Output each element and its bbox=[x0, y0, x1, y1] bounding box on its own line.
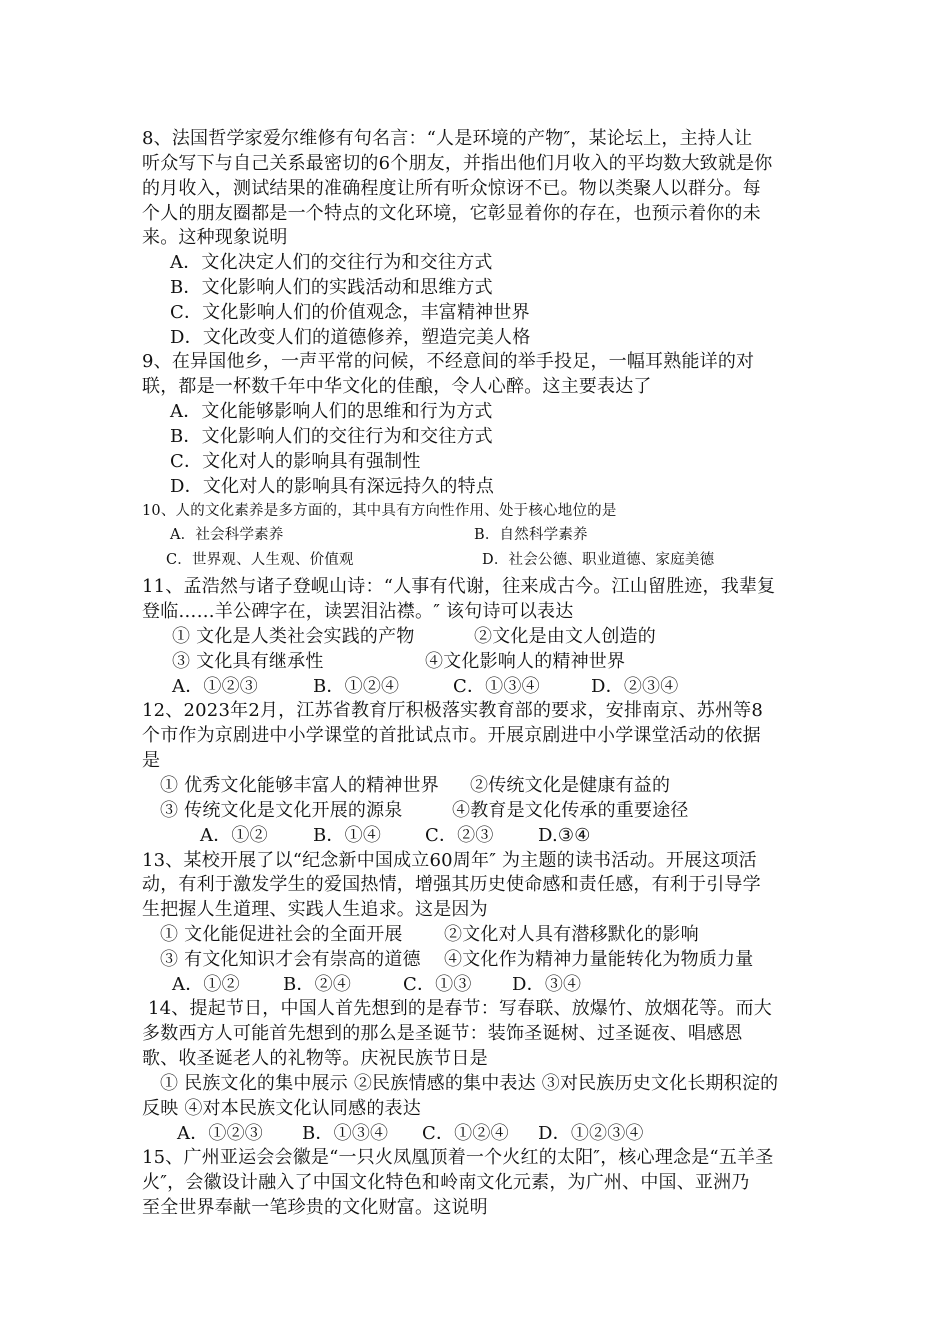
statement: ① 优秀文化能够丰富人的精神世界 bbox=[160, 775, 439, 796]
answer-option: D．①②③④ bbox=[538, 1123, 644, 1144]
question-stem-line: 听众写下与自己关系最密切的6个朋友，并指出他们月收入的平均数大致就是你 bbox=[142, 153, 773, 174]
question-stem-line: 多数西方人可能首先想到的那么是圣诞节：装饰圣诞树、过圣诞夜、唱感恩 bbox=[142, 1023, 743, 1044]
question-stem-line: 动，有利于激发学生的爱国热情，增强其历史使命感和责任感，有利于引导学 bbox=[142, 874, 761, 895]
statement: 反映 ④对本民族文化认同感的表达 bbox=[142, 1098, 421, 1119]
answer-option: A．文化能够影响人们的思维和行为方式 bbox=[170, 401, 493, 422]
statement: ②文化对人具有潜移默化的影响 bbox=[444, 924, 699, 945]
question-stem-line: 个人的朋友圈都是一个特点的文化环境，它彰显着你的存在，也预示着你的未 bbox=[142, 203, 761, 224]
answer-option: A．①②③ bbox=[172, 676, 258, 697]
answer-option: D.③④ bbox=[538, 825, 591, 846]
question-stem-line: 9、在异国他乡，一声平常的问候，不经意间的举手投足，一幅耳熟能详的对 bbox=[142, 351, 755, 372]
answer-option: B．文化影响人们的交往行为和交往方式 bbox=[170, 426, 493, 447]
answer-option: C．①③④ bbox=[453, 676, 540, 697]
answer-option: C．世界观、人生观、价值观 bbox=[166, 552, 354, 568]
question-stem-line: 是 bbox=[142, 750, 161, 771]
question-stem-line: 火″，会徽设计融入了中国文化特色和岭南文化元素，为广州、中国、亚洲乃 bbox=[142, 1172, 750, 1193]
question-stem-line: 个市作为京剧进中小学课堂的首批试点市。开展京剧进中小学课堂活动的依据 bbox=[142, 725, 761, 746]
question-stem-line: 的月收入，测试结果的准确程度让所有听众惊讶不已。物以类聚人以群分。每 bbox=[142, 178, 761, 199]
answer-option: D．社会公德、职业道德、家庭美德 bbox=[482, 552, 715, 568]
statement: ④文化影响人的精神世界 bbox=[425, 651, 626, 672]
question-stem-line: 登临……羊公碑字在，读罢泪沾襟。″ 该句诗可以表达 bbox=[142, 601, 574, 622]
question-stem-line: 8、法国哲学家爱尔维修有句名言：“人是环境的产物″，某论坛上，主持人让 bbox=[142, 128, 753, 149]
answer-option: D．③④ bbox=[512, 974, 582, 995]
question-stem-line: 14、提起节日，中国人首先想到的是春节：写春联、放爆竹、放烟花等。而大 bbox=[148, 998, 772, 1019]
question-stem-line: 12、2023年2月，江苏省教育厅积极落实教育部的要求，安排南京、苏州等8 bbox=[142, 700, 764, 721]
answer-option: D．文化改变人们的道德修养，塑造完美人格 bbox=[170, 327, 531, 348]
answer-option: A．①② bbox=[172, 974, 240, 995]
answer-option: C．②③ bbox=[425, 825, 494, 846]
question-stem-line: 15、广州亚运会会徽是“一只火凤凰顶着一个火红的太阳″，核心理念是“五羊圣 bbox=[142, 1147, 774, 1168]
question-stem-line: 至全世界奉献一笔珍贵的文化财富。这说明 bbox=[142, 1197, 488, 1218]
statement: ②文化是由文人创造的 bbox=[474, 626, 656, 647]
answer-option: D．文化对人的影响具有深远持久的特点 bbox=[170, 476, 495, 497]
statement: ③ 传统文化是文化开展的源泉 bbox=[160, 800, 403, 821]
answer-option: B．①④ bbox=[313, 825, 382, 846]
answer-option: B．自然科学素养 bbox=[474, 527, 588, 543]
answer-option: C．①③ bbox=[403, 974, 472, 995]
statement: ③ 有文化知识才会有崇高的道德 bbox=[160, 949, 421, 970]
question-stem-line: 来。这种现象说明 bbox=[142, 227, 288, 248]
statement: ① 文化是人类社会实践的产物 bbox=[172, 626, 415, 647]
statement: ① 文化能促进社会的全面开展 bbox=[160, 924, 403, 945]
statement: ②传统文化是健康有益的 bbox=[470, 775, 671, 796]
answer-option: A．文化决定人们的交往行为和交往方式 bbox=[170, 252, 493, 273]
statement: ③ 文化具有继承性 bbox=[172, 651, 324, 672]
question-stem-line: 联，都是一杯数千年中华文化的佳酿，令人心醉。这主要表达了 bbox=[142, 376, 652, 397]
answer-option: B．①③④ bbox=[302, 1123, 389, 1144]
answer-option: A．社会科学素养 bbox=[170, 527, 284, 543]
statement: ① 民族文化的集中展示 ②民族情感的集中表达 ③对民族历史文化长期积淀的 bbox=[160, 1073, 779, 1094]
statement: ④教育是文化传承的重要途径 bbox=[452, 800, 689, 821]
question-stem-line: 13、某校开展了以“纪念新中国成立60周年″ 为主题的读书活动。开展这项活 bbox=[142, 850, 757, 871]
answer-option: A．①② bbox=[200, 825, 268, 846]
statement: ④文化作为精神力量能转化为物质力量 bbox=[444, 949, 754, 970]
question-stem-line: 生把握人生道理、实践人生追求。这是因为 bbox=[142, 899, 488, 920]
answer-option: B．②④ bbox=[283, 974, 352, 995]
answer-option: C．文化影响人们的价值观念，丰富精神世界 bbox=[170, 302, 530, 323]
answer-option: C．文化对人的影响具有强制性 bbox=[170, 451, 421, 472]
answer-option: B．①②④ bbox=[313, 676, 400, 697]
answer-option: A．①②③ bbox=[177, 1123, 263, 1144]
question-stem-line: 歌、收圣诞老人的礼物等。庆祝民族节日是 bbox=[142, 1048, 488, 1069]
answer-option: B．文化影响人们的实践活动和思维方式 bbox=[170, 277, 493, 298]
question-stem-line: 11、孟浩然与诸子登岘山诗：“人事有代谢，往来成古今。江山留胜迹，我辈复 bbox=[142, 576, 776, 597]
answer-option: D．②③④ bbox=[591, 676, 679, 697]
answer-option: C．①②④ bbox=[422, 1123, 509, 1144]
question-stem-line: 10、人的文化素养是多方面的，其中具有方向性作用、处于核心地位的是 bbox=[142, 503, 617, 519]
